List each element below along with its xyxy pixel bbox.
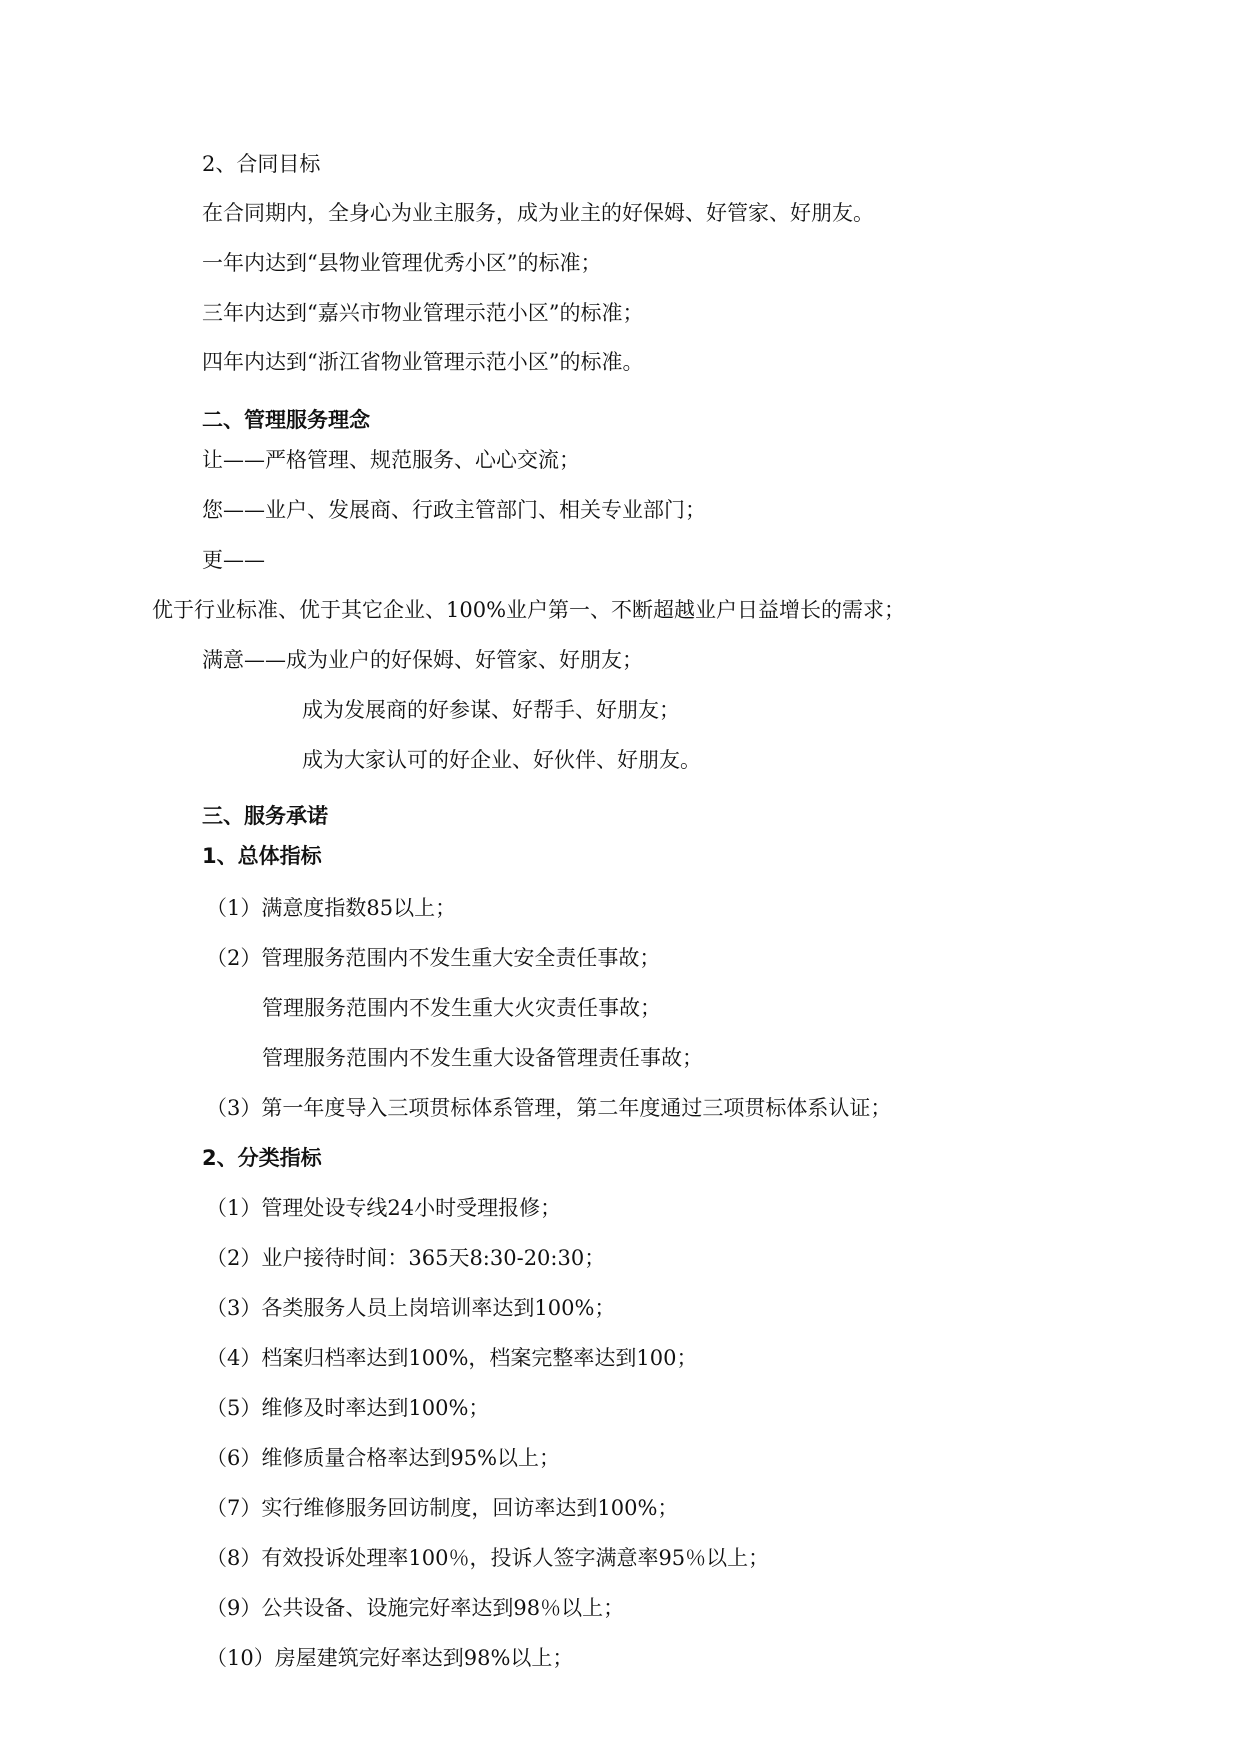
category-line: （7）实行维修服务回访制度，回访率达到100%； [206, 1496, 679, 1520]
overall-line: （2）管理服务范围内不发生重大安全责任事故； [206, 946, 661, 970]
concept-line: 成为大家认可的好企业、好伙伴、好朋友。 [302, 748, 701, 772]
overall-heading: 1、总体指标 [202, 844, 322, 868]
concept-line: 成为发展商的好参谋、好帮手、好朋友； [302, 698, 680, 722]
concept-line: 让——严格管理、规范服务、心心交流； [202, 448, 580, 472]
overall-line: （3）第一年度导入三项贯标体系管理，第二年度通过三项贯标体系认证； [206, 1096, 892, 1120]
concept-line: 满意——成为业户的好保姆、好管家、好朋友； [202, 648, 643, 672]
goal-line: 一年内达到“县物业管理优秀小区”的标准； [202, 251, 602, 275]
concept-heading: 二、管理服务理念 [202, 408, 370, 432]
category-line: （1）管理处设专线24小时受理报修； [206, 1196, 562, 1220]
goal-line: 四年内达到“浙江省物业管理示范小区”的标准。 [202, 350, 644, 374]
goal-heading: 2、合同目标 [202, 152, 321, 176]
category-line: （4）档案归档率达到100%，档案完整率达到100； [206, 1346, 698, 1370]
overall-line: （1）满意度指数85以上； [206, 896, 457, 920]
category-line: （9）公共设备、设施完好率达到98％以上； [206, 1596, 625, 1620]
overall-line: 管理服务范围内不发生重大设备管理责任事故； [262, 1046, 703, 1070]
promise-heading: 三、服务承诺 [202, 804, 328, 828]
category-line: （8）有效投诉处理率100％，投诉人签字满意率95％以上； [206, 1546, 770, 1570]
category-line: （6）维修质量合格率达到95%以上； [206, 1446, 561, 1470]
category-line: （10）房屋建筑完好率达到98%以上； [206, 1646, 574, 1670]
category-line: （3）各类服务人员上岗培训率达到100%； [206, 1296, 616, 1320]
overall-line: 管理服务范围内不发生重大火灾责任事故； [262, 996, 661, 1020]
category-line: （5）维修及时率达到100%； [206, 1396, 490, 1420]
goal-line: 三年内达到“嘉兴市物业管理示范小区”的标准； [202, 301, 644, 325]
category-line: （2）业户接待时间：365天8:30-20:30； [206, 1246, 606, 1270]
concept-line: 优于行业标准、优于其它企业、100%业户第一、不断超越业户日益增长的需求； [152, 598, 906, 622]
concept-line: 您——业户、发展商、行政主管部门、相关专业部门； [202, 498, 706, 522]
category-heading: 2、分类指标 [202, 1146, 322, 1170]
goal-line: 在合同期内，全身心为业主服务，成为业主的好保姆、好管家、好朋友。 [202, 201, 874, 225]
concept-line: 更—— [202, 548, 265, 572]
